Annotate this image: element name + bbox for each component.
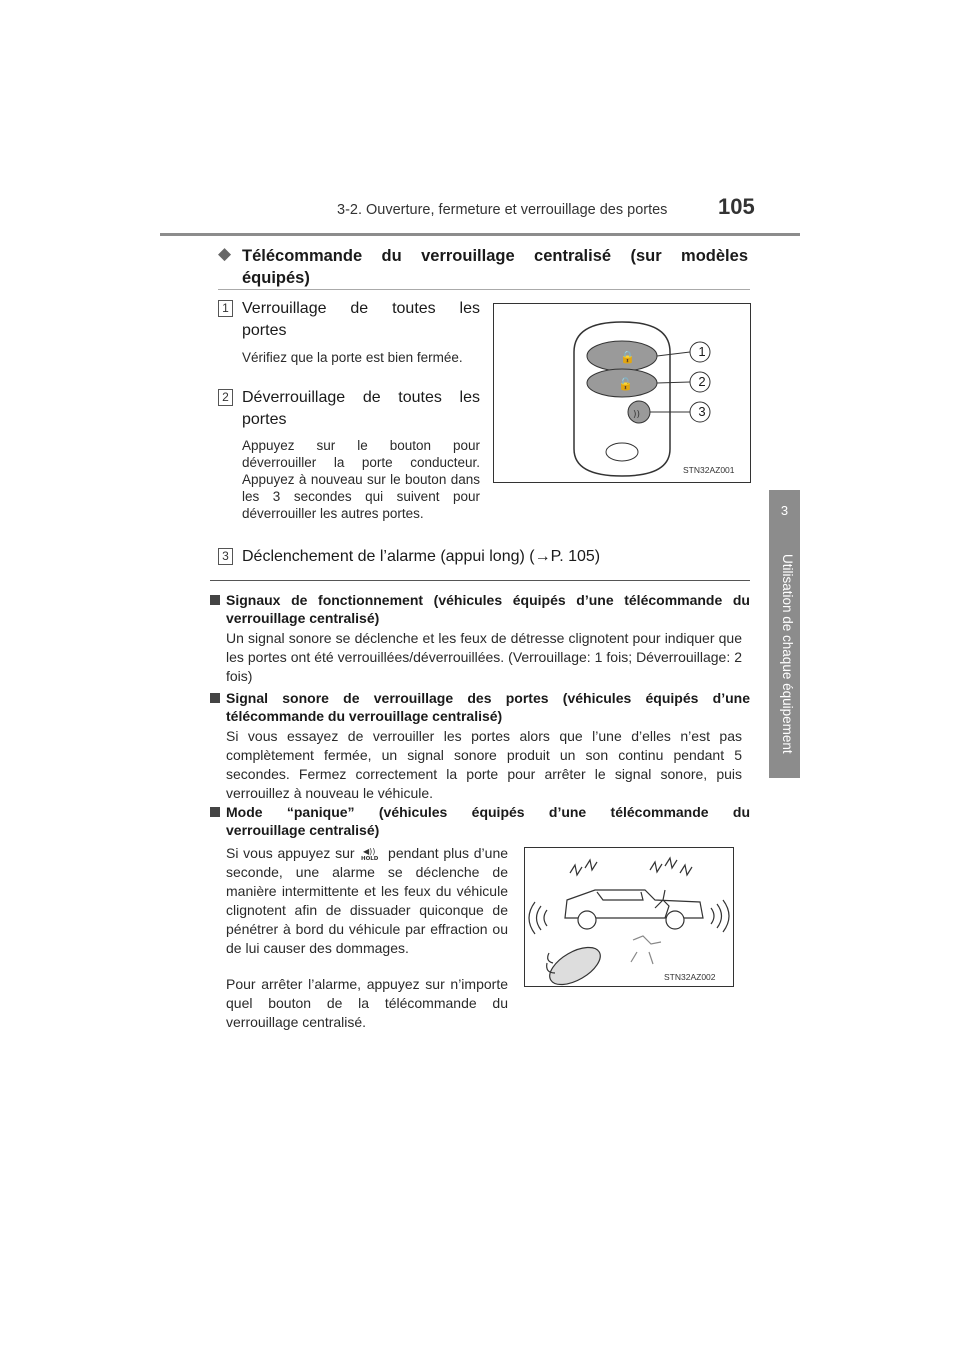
callout-1: 1 <box>698 344 706 359</box>
svg-text:HOLD: HOLD <box>361 856 379 861</box>
item-number-2: 2 <box>218 389 233 406</box>
callout-3: 3 <box>698 404 706 419</box>
chapter-title: Utilisation de chaque équipement <box>780 554 795 754</box>
note-heading-2-line2: télécommande du verrouillage centralisé) <box>226 708 503 724</box>
title-rule <box>218 289 750 290</box>
diamond-icon: ◆ <box>218 244 232 263</box>
item-title-2-line1: Déverrouillage de toutes les <box>242 389 480 406</box>
item-title-3: Déclenchement de l’alarme (appui long) (→P. 105) <box>242 548 601 565</box>
item-desc-1: Vérifiez que la porte est bien fermée. <box>242 350 463 365</box>
note-body-3a: Si vous appuyez sur ◀)) HOLD pendant plus d’une seconde, une alarme se déclenche de manière intermittente et les feux du véhicule clignotent afin de dissuader quiconque de pénétrer à bord du véhicule par effraction ou de lui causer des dommages. <box>226 845 509 956</box>
note-body-1: Un signal sonore se déclenche et les feux de détresse clignotent pour indiquer que les portes ont été verrouillées/déverrouillées. (Verrouillage: 1 fois; Déverrouillage: 2 fois) <box>226 630 742 684</box>
bullet-square-icon <box>210 807 220 817</box>
note-body-3b: Pour arrêter l’alarme, appuyez sur n’importe quel bouton de la télécommande du verrouillage centralisé. <box>226 976 508 1030</box>
note-heading-3-line1: Mode “panique” (véhicules équipés d’une télécommande du <box>210 803 750 821</box>
item-title-1-line1: Verrouillage de toutes les <box>242 300 480 317</box>
svg-text:)): )) <box>633 410 641 420</box>
section-title-line2: équipés) <box>242 269 310 287</box>
svg-text:🔒: 🔒 <box>620 350 635 364</box>
header-rule <box>160 233 800 236</box>
note-heading-1-line2: verrouillage centralisé) <box>226 610 380 626</box>
key-fob-illustration <box>494 304 750 482</box>
item-number-1: 1 <box>218 300 233 317</box>
note-heading-1-line1: Signaux de fonctionnement (véhicules équipés d’une télécommande du <box>210 591 750 609</box>
svg-text:◀)): ◀)) <box>363 847 376 856</box>
panic-alarm-illustration <box>525 848 733 986</box>
bullet-square-icon <box>210 693 220 703</box>
item-desc-2: Appuyez sur le bouton pour déverrouiller la porte conducteur. Appuyez à nouveau sur le bouton dans les 3 secondes qui suivent pour déverrouiller les autres portes. <box>242 438 480 521</box>
notes-rule <box>210 580 750 581</box>
hold-button-icon <box>359 845 383 861</box>
figure2-code: STN32AZ002 <box>664 972 716 982</box>
item-title-2-line2: portes <box>242 411 287 428</box>
page-number: 105 <box>718 194 755 219</box>
figure1-code: STN32AZ001 <box>683 465 735 475</box>
note-heading-2-line1: Signal sonore de verrouillage des portes (véhicules équipés d’une <box>210 689 750 707</box>
panic-alarm-figure <box>524 847 734 987</box>
chapter-number: 3 <box>780 503 789 518</box>
item-title-1-line2: portes <box>242 322 287 339</box>
item-number-3: 3 <box>218 548 233 565</box>
bullet-square-icon <box>210 595 220 605</box>
key-fob-figure <box>493 303 751 483</box>
note-body-2: Si vous essayez de verrouiller les portes alors que l’une d’elles n’est pas complètement fermée, un signal sonore produit un son continu pendant 5 secondes. Fermez correctement la porte pour arrêter le signal sonore, puis verrouillez à nouveau le véhicule. <box>226 728 742 801</box>
section-header: 3-2. Ouverture, fermeture et verrouillage des portes <box>337 202 668 218</box>
note-heading-3-line2: verrouillage centralisé) <box>226 822 380 838</box>
callout-2: 2 <box>698 374 706 389</box>
svg-text:🔓: 🔓 <box>618 377 633 391</box>
section-title-line1: Télécommande du verrouillage centralisé (sur modèles <box>242 247 748 265</box>
